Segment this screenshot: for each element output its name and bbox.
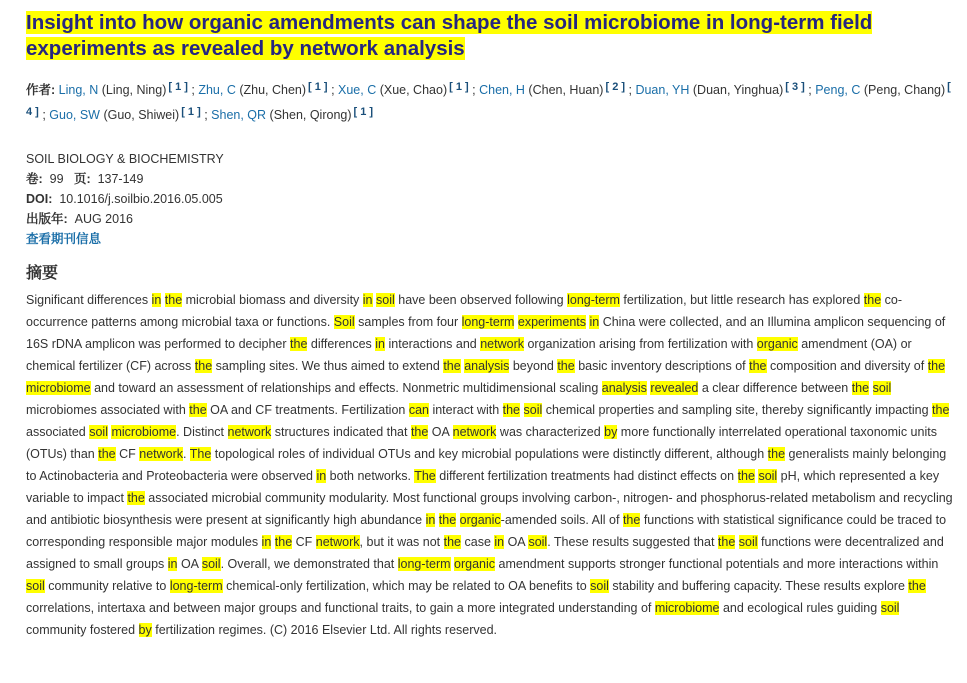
text-segment: differences	[307, 337, 376, 351]
highlighted-term: by	[138, 623, 152, 637]
text-segment: pH, which represented a key variable to impact	[26, 469, 940, 505]
highlighted-term: in	[316, 469, 327, 483]
text-segment: both networks.	[326, 469, 415, 483]
highlighted-term: microbiome	[26, 381, 91, 395]
highlighted-term: the	[927, 359, 946, 373]
authors-label: 作者:	[26, 83, 56, 97]
highlighted-term: soil	[738, 535, 758, 549]
text-segment: microbial biomass and diversity	[182, 293, 363, 307]
highlighted-term: the	[443, 535, 462, 549]
text-segment: associated	[26, 425, 90, 439]
highlighted-term: network	[480, 337, 524, 351]
highlighted-term: the	[932, 403, 950, 417]
doi-value: 10.1016/j.soilbio.2016.05.005	[59, 192, 223, 206]
text-segment: samples from four	[354, 315, 462, 329]
text-segment: more functionally interrelated operational taxonomic units (OTUs) than	[26, 425, 937, 461]
highlighted-term: Insight into how organic amendments can shape the soil microbiome in long-term field experiments as revealed by network analysis	[26, 11, 873, 60]
affiliation-marker[interactable]: [ 1 ]	[181, 106, 201, 118]
text-segment: chemical-only fertilization, which may be related to OA benefits to	[222, 579, 591, 593]
text-segment: China were collected, and an Illumina amplicon sequencing of 16S rDNA amplicon was performed to decipher	[26, 315, 946, 351]
journal-name: SOIL BIOLOGY & BIOCHEMISTRY	[26, 152, 224, 166]
affiliation-marker[interactable]: [ 4 ]	[26, 81, 951, 118]
highlighted-term: soil	[523, 403, 543, 417]
highlighted-term: the	[749, 359, 767, 373]
text-segment	[520, 403, 523, 417]
text-segment: stability and buffering capacity. These results explore	[608, 579, 909, 593]
text-segment: . Distinct	[176, 425, 228, 439]
highlighted-term: long-term	[567, 293, 620, 307]
author-separator: ;	[468, 83, 480, 97]
affiliation-marker[interactable]: [ 2 ]	[605, 81, 626, 93]
doi-label: DOI:	[26, 192, 53, 206]
journal-info-link-row	[26, 229, 953, 249]
text-segment: functions were decentralized and assigned to small groups	[26, 535, 944, 571]
author-full-name: (Shen, Qirong)	[266, 108, 352, 122]
highlighted-term: network	[227, 425, 272, 439]
highlighted-term: soil	[26, 579, 45, 593]
highlighted-term: the	[863, 293, 882, 307]
author-separator: ;	[38, 108, 50, 122]
author-separator: ;	[187, 83, 199, 97]
abstract-text	[26, 289, 953, 641]
text-segment: co-occurrence patterns among microbial taxa or functions.	[26, 293, 903, 329]
text-segment: OA	[504, 535, 529, 549]
highlighted-term: network	[452, 425, 497, 439]
text-segment: sampling sites. We thus aimed to extend	[212, 359, 444, 373]
authors-container	[26, 83, 951, 122]
author-full-name: (Zhu, Chen)	[235, 83, 307, 97]
highlighted-term: organic	[454, 557, 496, 571]
author-link[interactable]: Chen, H	[479, 83, 525, 97]
author-separator: ;	[200, 108, 212, 122]
highlighted-term: soil	[528, 535, 548, 549]
text-segment: CF	[292, 535, 316, 549]
author-full-name: (Chen, Huan)	[524, 83, 604, 97]
text-segment: functions with statistical significance could be traced to corresponding responsible major modules	[26, 513, 947, 549]
text-segment: was characterized	[496, 425, 605, 439]
highlighted-term: in	[261, 535, 272, 549]
affiliation-marker[interactable]: [ 1 ]	[353, 106, 374, 118]
highlighted-term: soil	[758, 469, 778, 483]
highlighted-term: The	[414, 469, 436, 483]
highlighted-term: network	[139, 447, 184, 461]
text-segment: microbiomes associated with	[26, 403, 190, 417]
text-segment: , but it was not	[359, 535, 444, 549]
text-segment: have been observed following	[394, 293, 568, 307]
highlighted-term: in	[362, 293, 373, 307]
affiliation-marker[interactable]: [ 1 ]	[308, 81, 328, 93]
text-segment: associated microbial community modularity. Most functional groups involving carbon-, nitrogen- and phosphorus-related metabolism and recycling and antibiotic biosynthesis were present at significantly high abundance	[26, 491, 953, 527]
author-full-name: (Guo, Shiwei)	[99, 108, 180, 122]
highlighted-term: microbiome	[111, 425, 177, 439]
text-segment: and ecological rules guiding	[719, 601, 881, 615]
highlighted-term: in	[151, 293, 162, 307]
author-list	[26, 78, 953, 128]
author-link[interactable]: Peng, C	[815, 83, 861, 97]
author-full-name: (Duan, Yinghua)	[689, 83, 784, 97]
highlighted-term: the	[98, 447, 116, 461]
highlighted-term: organic	[459, 513, 501, 527]
journal-info-link[interactable]: 查看期刊信息	[26, 232, 102, 246]
highlighted-term: the	[502, 403, 521, 417]
text-segment: different fertilization treatments had distinct effects on	[435, 469, 738, 483]
highlighted-term: long-term	[169, 579, 223, 593]
highlighted-term: the	[410, 425, 429, 439]
author-link[interactable]: Zhu, C	[198, 83, 236, 97]
highlighted-term: experiments	[517, 315, 586, 329]
highlighted-term: analysis	[601, 381, 647, 395]
author-link[interactable]: Shen, QR	[211, 108, 267, 122]
text-segment: CF	[115, 447, 140, 461]
highlighted-term: soil	[89, 425, 108, 439]
highlighted-term: the	[851, 381, 870, 395]
volume-value: 99	[49, 172, 64, 186]
text-segment: interactions and	[385, 337, 481, 351]
author-full-name: (Ling, Ning)	[98, 83, 167, 97]
year-value: AUG 2016	[74, 212, 133, 226]
text-segment: fertilization, but little research has explored	[619, 293, 864, 307]
author-full-name: (Xue, Chao)	[376, 83, 448, 97]
highlighted-term: The	[189, 447, 212, 461]
affiliation-marker[interactable]: [ 1 ]	[168, 81, 188, 93]
highlighted-term: organic	[756, 337, 798, 351]
highlighted-term: in	[167, 557, 178, 571]
volume-pages-line	[26, 169, 953, 189]
author-separator: ;	[327, 83, 339, 97]
highlighted-term: the	[557, 359, 575, 373]
affiliation-marker[interactable]: [ 1 ]	[449, 81, 469, 93]
text-segment: amendment supports stronger functional potentials and more interactions within	[495, 557, 939, 571]
highlighted-term: long-term	[397, 557, 451, 571]
highlighted-term: the	[767, 447, 786, 461]
volume-label: 卷:	[26, 172, 43, 186]
year-label: 出版年:	[26, 212, 68, 226]
abstract-heading: 摘要	[26, 265, 59, 282]
text-segment: structures indicated that	[271, 425, 411, 439]
highlighted-term: the	[290, 337, 308, 351]
author-link[interactable]: Ling, N	[58, 83, 99, 97]
text-segment: a clear difference between	[698, 381, 852, 395]
text-segment: OA	[428, 425, 453, 439]
author-full-name: (Peng, Chang)	[860, 83, 946, 97]
text-segment: amendment (OA) or chemical fertilizer (CF) across	[26, 337, 912, 373]
author-separator: ;	[804, 83, 816, 97]
text-segment: community relative to	[44, 579, 170, 593]
highlighted-term: the	[274, 535, 293, 549]
pages-label: 页:	[73, 172, 91, 186]
text-segment: OA and CF treatments. Fertilization	[206, 403, 409, 417]
highlighted-term: revealed	[650, 381, 699, 395]
highlighted-term: in	[494, 535, 505, 549]
highlighted-term: microbiome	[654, 601, 720, 615]
text-segment: . Overall, we demonstrated that	[220, 557, 398, 571]
text-segment: Significant differences	[26, 293, 152, 307]
author-link[interactable]: Duan, YH	[635, 83, 690, 97]
year-line	[26, 209, 953, 229]
highlighted-term: long-term	[461, 315, 515, 329]
text-segment: organization arising from fertilization with	[524, 337, 757, 351]
highlighted-term: in	[425, 513, 436, 527]
highlighted-term: the	[908, 579, 926, 593]
highlighted-term: in	[589, 315, 600, 329]
highlighted-term: in	[375, 337, 386, 351]
text-segment: chemical properties and sampling site, thereby significantly impacting	[542, 403, 933, 417]
text-segment: community fostered	[26, 623, 139, 637]
doi-line	[26, 189, 953, 209]
text-segment: generalists mainly belonging to Actinobacteria and Proteobacteria were observed	[26, 447, 947, 483]
highlighted-term: by	[604, 425, 618, 439]
highlighted-term: analysis	[464, 359, 510, 373]
text-segment: basic inventory descriptions of	[574, 359, 750, 373]
text-segment: .	[183, 447, 190, 461]
highlighted-term: the	[438, 513, 457, 527]
highlighted-term: the	[164, 293, 183, 307]
source-info	[26, 149, 953, 249]
text-segment: fertilization regimes. (C) 2016 Elsevier Ltd. All rights reserved.	[151, 623, 498, 637]
text-segment: beyond	[509, 359, 558, 373]
author-link[interactable]: Guo, SW	[49, 108, 100, 122]
text-segment: and toward an assessment of relationships and effects. Nonmetric multidimensional scaling	[90, 381, 602, 395]
affiliation-marker[interactable]: [ 3 ]	[785, 81, 805, 93]
highlighted-term: soil	[590, 579, 609, 593]
highlighted-term: the	[622, 513, 641, 527]
highlighted-term: the	[194, 359, 213, 373]
text-segment: -amended soils. All of	[500, 513, 623, 527]
text-segment: case	[461, 535, 495, 549]
highlighted-term: the	[443, 359, 461, 373]
highlighted-term: can	[408, 403, 429, 417]
highlighted-term: soil	[872, 381, 892, 395]
pages-value: 137-149	[97, 172, 144, 186]
text-segment: composition and diversity of	[766, 359, 928, 373]
highlighted-term: soil	[376, 293, 395, 307]
highlighted-term: the	[127, 491, 145, 505]
highlighted-term: the	[737, 469, 755, 483]
highlighted-term: soil	[201, 557, 221, 571]
text-segment: OA	[177, 557, 202, 571]
text-segment: . These results suggested that	[547, 535, 718, 549]
text-segment: topological roles of individual OTUs and key microbial populations were distinctly different, although	[211, 447, 768, 461]
text-segment: correlations, intertaxa and between major groups and functional traits, to gain a more integrated understanding of	[26, 601, 655, 615]
highlighted-term: soil	[880, 601, 900, 615]
highlighted-term: network	[315, 535, 360, 549]
author-separator: ;	[625, 83, 636, 97]
highlighted-term: the	[189, 403, 207, 417]
highlighted-term: the	[717, 535, 736, 549]
author-link[interactable]: Xue, C	[338, 83, 377, 97]
article-title	[26, 10, 953, 62]
text-segment: interact with	[428, 403, 503, 417]
highlighted-term: Soil	[333, 315, 355, 329]
